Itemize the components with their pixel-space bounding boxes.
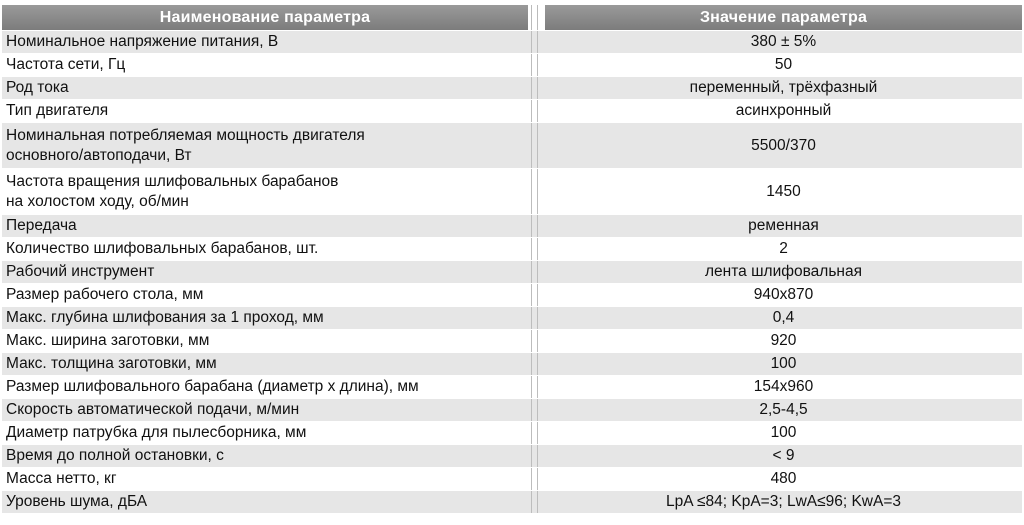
header-param-value: Значение параметра <box>545 5 1022 30</box>
column-separator <box>528 261 545 283</box>
table-row <box>2 122 1022 168</box>
param-name: Время до полной остановки, с <box>6 447 224 464</box>
spec-table <box>2 5 1022 513</box>
column-separator <box>528 491 545 513</box>
column-separator <box>528 31 545 53</box>
table-row <box>2 53 1022 76</box>
table-row <box>2 444 1022 467</box>
param-name: Род тока <box>6 79 69 96</box>
param-value: 380 ± 5% <box>750 33 817 50</box>
param-name: Размер шлифовального барабана (диаметр х длина), мм <box>6 378 419 395</box>
table-row <box>2 375 1022 398</box>
param-name: Передача <box>6 217 77 234</box>
table-row <box>2 260 1022 283</box>
param-value: < 9 <box>772 447 795 464</box>
column-separator <box>528 468 545 490</box>
param-name: Номинальная потребляемая мощность двигателя основного/автоподачи, Вт <box>6 126 365 164</box>
param-value: переменный, трёхфазный <box>689 79 878 96</box>
param-value: 154х960 <box>753 378 814 395</box>
param-value: ременная <box>748 217 819 234</box>
column-separator <box>528 330 545 352</box>
param-name: Частота сети, Гц <box>6 56 126 73</box>
param-name: Макс. толщина заготовки, мм <box>6 355 217 372</box>
column-separator <box>528 353 545 375</box>
param-name: Диаметр патрубка для пылесборника, мм <box>6 424 307 441</box>
table-body <box>2 30 1022 513</box>
param-name: Масса нетто, кг <box>6 470 117 487</box>
header-param-name: Наименование параметра <box>2 5 528 30</box>
param-name: Уровень шума, дБА <box>6 493 148 510</box>
param-name: Скорость автоматической подачи, м/мин <box>6 401 300 418</box>
table-row <box>2 467 1022 490</box>
param-value: LpA ≤84; KpA=3; LwA≤96; KwA=3 <box>665 493 902 510</box>
table-row <box>2 30 1022 53</box>
table-row <box>2 352 1022 375</box>
column-separator <box>528 422 545 444</box>
column-separator <box>528 445 545 467</box>
table-header <box>2 5 1022 30</box>
column-separator <box>528 399 545 421</box>
column-separator <box>528 376 545 398</box>
param-value: 920 <box>770 332 797 349</box>
column-separator <box>528 77 545 99</box>
table-row <box>2 329 1022 352</box>
param-value: 5500/370 <box>751 136 816 154</box>
param-name: Размер рабочего стола, мм <box>6 286 204 303</box>
column-separator <box>528 54 545 76</box>
param-name: Тип двигателя <box>6 102 109 119</box>
column-separator <box>528 307 545 329</box>
header-separator <box>528 5 545 30</box>
column-separator <box>528 123 545 168</box>
param-value: 2 <box>779 240 788 257</box>
param-value: 940х870 <box>753 286 814 303</box>
table-row <box>2 421 1022 444</box>
param-value: 480 <box>770 470 797 487</box>
param-value: 1450 <box>766 182 801 200</box>
param-name: Макс. ширина заготовки, мм <box>6 332 210 349</box>
param-name: Номинальное напряжение питания, В <box>6 33 279 50</box>
param-value: 0,4 <box>772 309 795 326</box>
column-separator <box>528 215 545 237</box>
param-value: асинхронный <box>735 102 832 119</box>
param-name: Количество шлифовальных барабанов, шт. <box>6 240 319 257</box>
table-row <box>2 237 1022 260</box>
table-row <box>2 306 1022 329</box>
param-name: Частота вращения шлифовальных барабанов на холостом ходу, об/мин <box>6 172 339 210</box>
table-row <box>2 76 1022 99</box>
column-separator <box>528 169 545 214</box>
param-value: 2,5-4,5 <box>759 401 808 418</box>
table-row <box>2 168 1022 214</box>
param-value: 100 <box>770 355 797 372</box>
param-name: Рабочий инструмент <box>6 263 155 280</box>
column-separator <box>528 284 545 306</box>
param-value: 50 <box>774 56 793 73</box>
table-row <box>2 283 1022 306</box>
table-row <box>2 214 1022 237</box>
column-separator <box>528 238 545 260</box>
table-row <box>2 99 1022 122</box>
param-value: лента шлифовальная <box>705 263 862 280</box>
param-value: 100 <box>770 424 797 441</box>
param-name: Макс. глубина шлифования за 1 проход, мм <box>6 309 324 326</box>
table-row <box>2 490 1022 513</box>
table-row <box>2 398 1022 421</box>
column-separator <box>528 100 545 122</box>
